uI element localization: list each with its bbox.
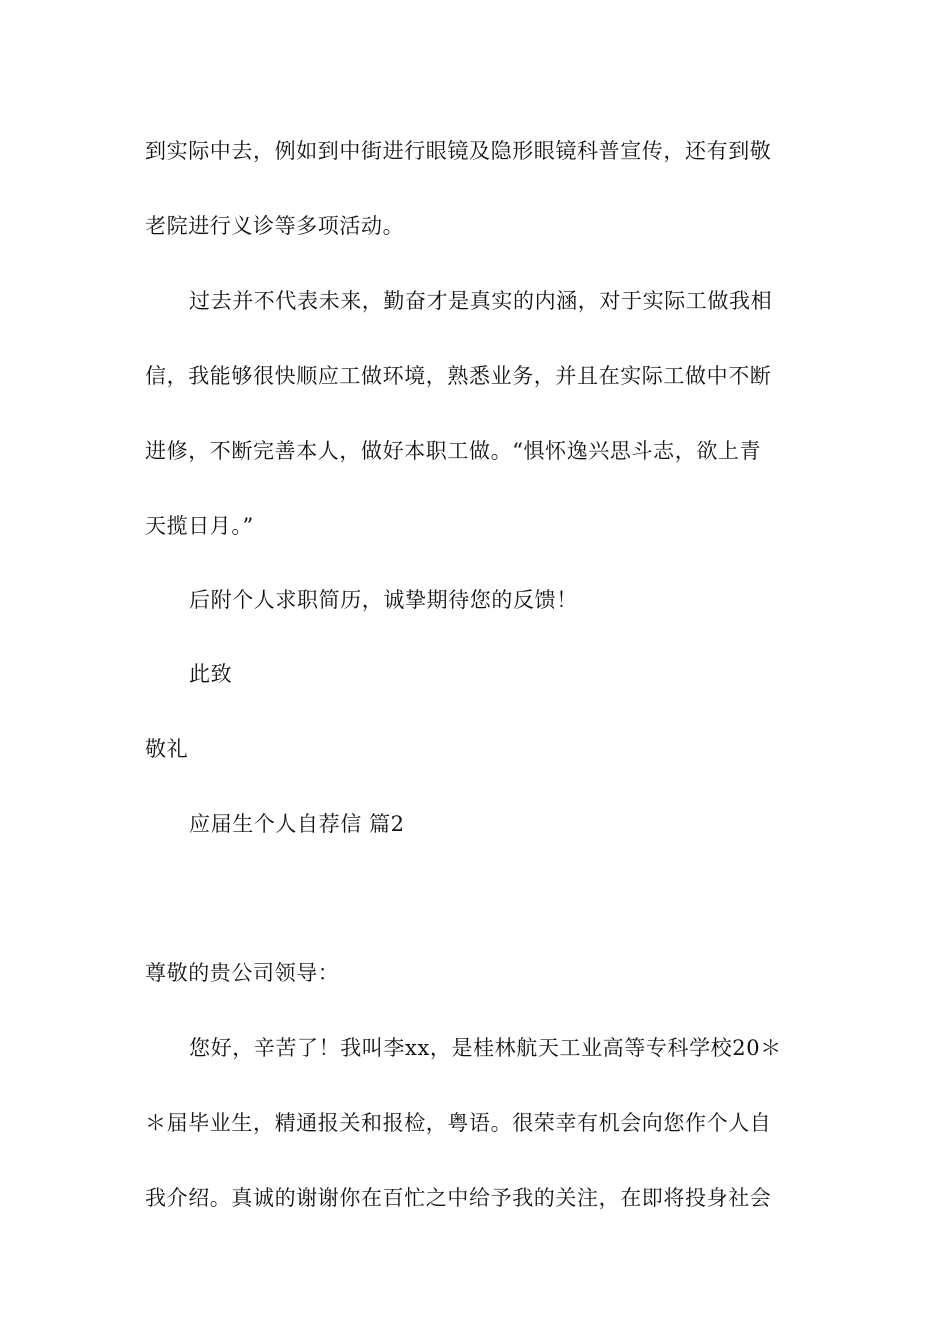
closing-regards: 敬礼 <box>145 737 189 761</box>
paragraph-line: 我介绍。真诚的谢谢你在百忙之中给予我的关注，在即将投身社会 <box>145 1186 772 1210</box>
paragraph-line: 进修，不断完善本人，做好本职工做。“惧怀逸兴思斗志，欲上青 <box>145 439 762 463</box>
paragraph-line: 到实际中去，例如到中街进行眼镜及隐形眼镜科普宣传，还有到敬 <box>145 139 772 163</box>
closing-salutation: 此致 <box>189 662 233 686</box>
paragraph-line: 过去并不代表未来，勤奋才是真实的内涵，对于实际工做我相 <box>189 289 773 313</box>
paragraph-line: ＊届毕业生，精通报关和报检，粤语。很荣幸有机会向您作个人自 <box>145 1111 772 1135</box>
paragraph-line: 天揽日月。” <box>145 514 254 538</box>
paragraph-line: 您好，辛苦了！我叫李xx，是桂林航天工业高等专科学校20＊ <box>189 1036 782 1060</box>
paragraph-line: 信，我能够很快顺应工做环境，熟悉业务，并且在实际工做中不断 <box>145 364 772 388</box>
paragraph-line: 后附个人求职简历，诚挚期待您的反馈！ <box>189 588 578 612</box>
greeting: 尊敬的贵公司领导： <box>145 961 340 985</box>
section-heading: 应届生个人自荐信 篇2 <box>189 812 405 836</box>
paragraph-line: 老院进行义诊等多项活动。 <box>145 214 405 238</box>
